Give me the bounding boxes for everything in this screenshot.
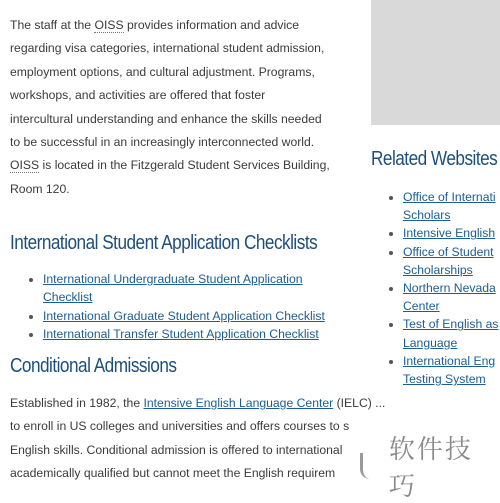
student-scholarships-link[interactable]: Office of Student Scholarships	[403, 244, 494, 277]
conditional-line: to enroll in US colleges and universities and offers courses to s	[10, 419, 350, 434]
oiss-link[interactable]: Office of Internati Scholars	[403, 190, 496, 223]
toefl-link[interactable]: Test of English as Language	[403, 317, 499, 350]
conditional-heading: Conditional Admissions	[10, 355, 177, 378]
intro-paragraph	[10, 14, 340, 201]
oiss-abbr: OISS	[10, 158, 40, 173]
intro-line: Room 120.	[10, 181, 70, 196]
list-item	[43, 307, 340, 325]
conditional-line: academically qualified but cannot meet the English requirem	[10, 466, 336, 481]
watermark-logo-icon	[360, 453, 383, 479]
intro-line: employment options, and cultural adjustment. Programs,	[10, 64, 315, 79]
transfer-checklist-link[interactable]: International Transfer Student Application Checklist	[43, 326, 319, 341]
list-item	[403, 315, 500, 351]
list-item	[403, 224, 500, 242]
list-item	[403, 352, 500, 388]
intro-line: OISS is located in the Fitzgerald Student Services Building,	[10, 158, 330, 173]
undergraduate-checklist-link[interactable]: International Undergraduate Student Application Checklist	[43, 272, 303, 305]
intro-line: intercultural understanding and enhance the skills needed	[10, 111, 322, 126]
intro-line: to be successful in an increasingly interconnected world.	[10, 135, 315, 150]
list-item	[43, 270, 340, 306]
ielts-link[interactable]: International Eng Testing System	[403, 353, 496, 387]
sidebar-image-placeholder	[371, 0, 500, 125]
related-websites-list	[371, 188, 500, 388]
list-item	[43, 325, 340, 343]
intensive-english-link[interactable]: Intensive English	[403, 226, 496, 241]
conditional-line: English skills. Conditional admission is offered to international	[10, 442, 343, 457]
related-websites-heading: Related Websites	[371, 148, 498, 170]
conditional-paragraph	[10, 392, 386, 486]
main-content	[10, 14, 386, 486]
intro-line: The staff at the OISS provides information and advice	[10, 18, 300, 32]
ielc-link[interactable]: Intensive English Language Center	[143, 396, 334, 411]
checklists-heading: International Student Application Checklists	[10, 232, 318, 255]
intro-line: regarding visa categories, international student admission,	[10, 41, 325, 56]
checklist-list	[10, 270, 340, 343]
conditional-line: Established in 1982, the Intensive English Language Center (IELC) ...	[10, 396, 386, 411]
list-item	[403, 279, 500, 315]
intro-line: workshops, and activities are offered that foster	[10, 88, 266, 103]
watermark	[360, 434, 500, 501]
list-item	[403, 243, 500, 279]
northern-nevada-link[interactable]: Northern Nevada Center	[403, 281, 496, 314]
watermark-text: 软件技巧	[388, 434, 473, 501]
graduate-checklist-link[interactable]: International Graduate Student Application Checklist	[43, 308, 325, 323]
oiss-abbr: OISS	[94, 18, 124, 32]
list-item	[403, 188, 500, 224]
